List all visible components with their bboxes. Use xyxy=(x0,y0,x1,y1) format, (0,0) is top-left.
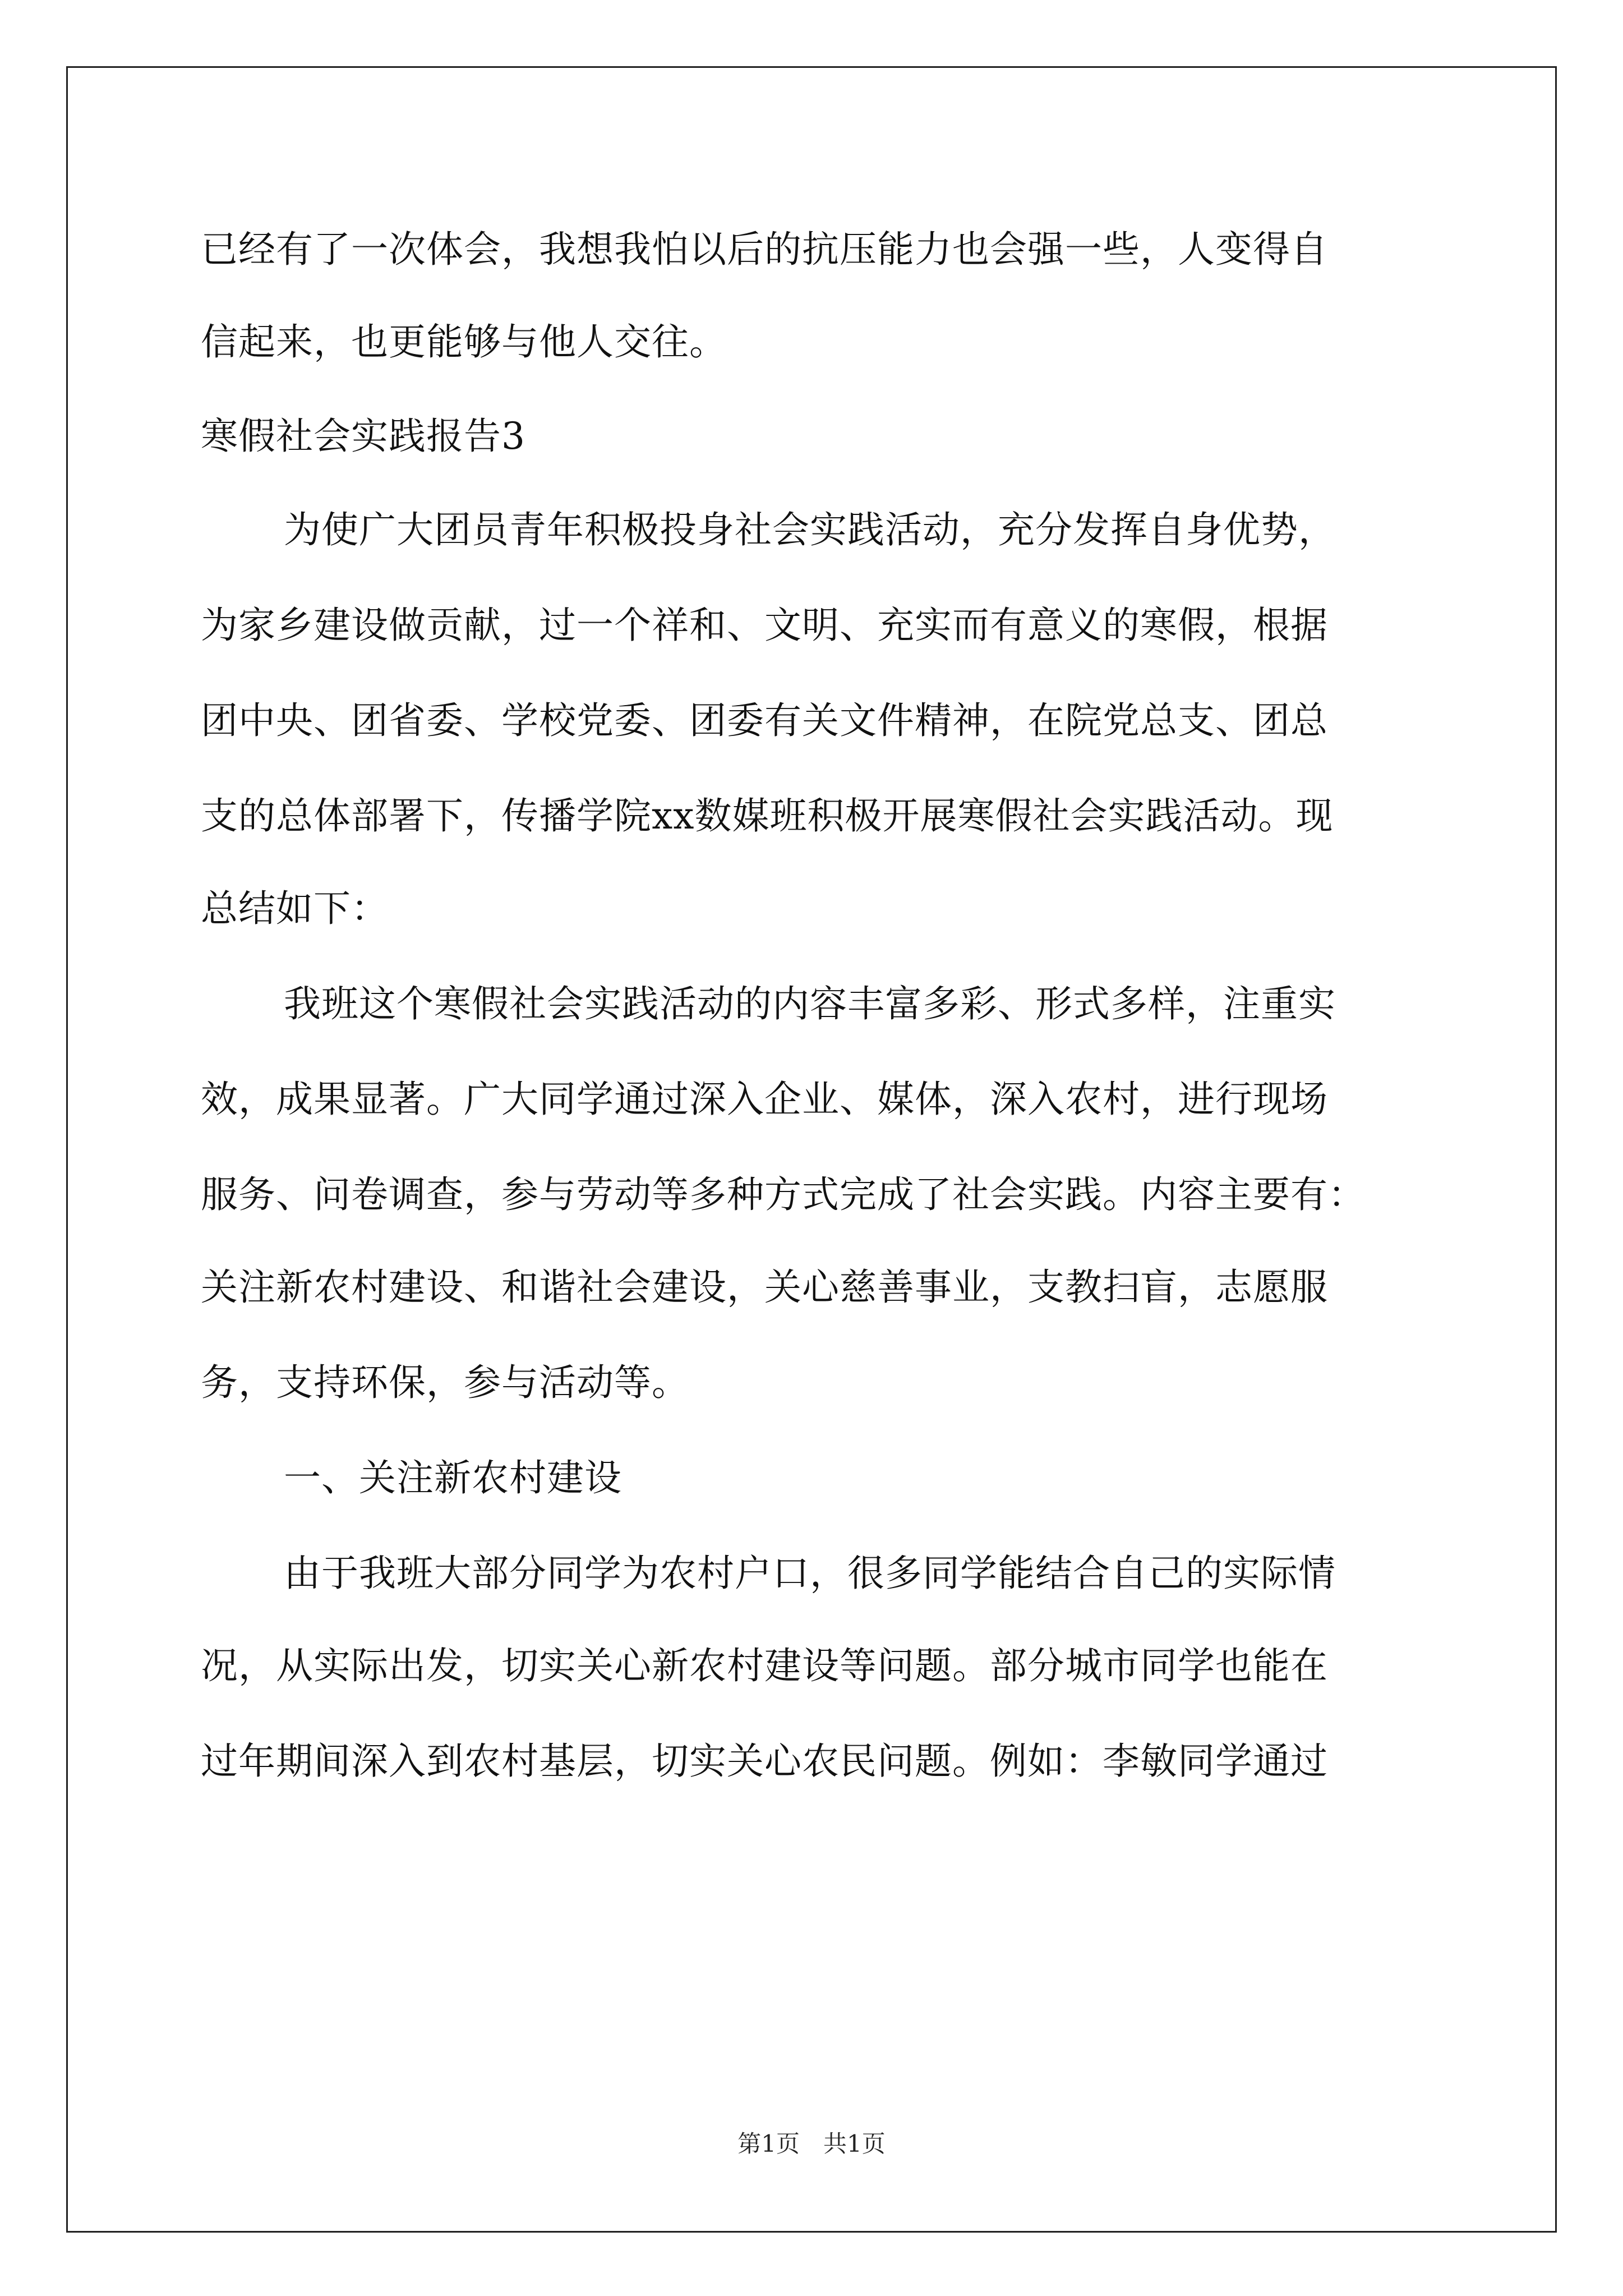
page-border xyxy=(66,66,1557,2233)
subsection-heading: 一、关注新农村建设 xyxy=(284,1456,622,1499)
text-line: 关注新农村建设、和谐社会建设，关心慈善事业，支教扫盲，志愿服 xyxy=(201,1266,1328,1309)
text-line: 总结如下： xyxy=(201,887,389,930)
section-heading: 寒假社会实践报告3 xyxy=(201,415,525,458)
text-line: 已经有了一次体会，我想我怕以后的抗压能力也会强一些，人变得自 xyxy=(201,228,1328,271)
text-line: 服务、问卷调查，参与劳动等多种方式完成了社会实践。内容主要有： xyxy=(201,1173,1366,1216)
text-line: 为使广大团员青年积极投身社会实践活动，充分发挥自身优势， xyxy=(284,508,1336,551)
text-line: 过年期间深入到农村基层，切实关心农民问题。例如：李敏同学通过 xyxy=(201,1740,1328,1783)
page-number: 第1页 共1页 xyxy=(737,2130,886,2157)
text-line: 由于我班大部分同学为农村户口，很多同学能结合自己的实际情 xyxy=(284,1552,1336,1595)
text-line: 团中央、团省委、学校党委、团委有关文件精神，在院党总支、团总 xyxy=(201,699,1328,742)
text-line: 况，从实际出发，切实关心新农村建设等问题。部分城市同学也能在 xyxy=(201,1644,1328,1687)
text-line: 支的总体部署下，传播学院xx数媒班积极开展寒假社会实践活动。现 xyxy=(201,794,1334,838)
text-line: 我班这个寒假社会实践活动的内容丰富多彩、形式多样，注重实 xyxy=(284,982,1336,1025)
text-line: 为家乡建设做贡献，过一个祥和、文明、充实而有意义的寒假，根据 xyxy=(201,604,1328,647)
text-line: 务，支持环保，参与活动等。 xyxy=(201,1361,689,1404)
text-line: 信起来，也更能够与他人交往。 xyxy=(201,320,727,364)
text-line: 效，成果显著。广大同学通过深入企业、媒体，深入农村，进行现场 xyxy=(201,1078,1328,1121)
